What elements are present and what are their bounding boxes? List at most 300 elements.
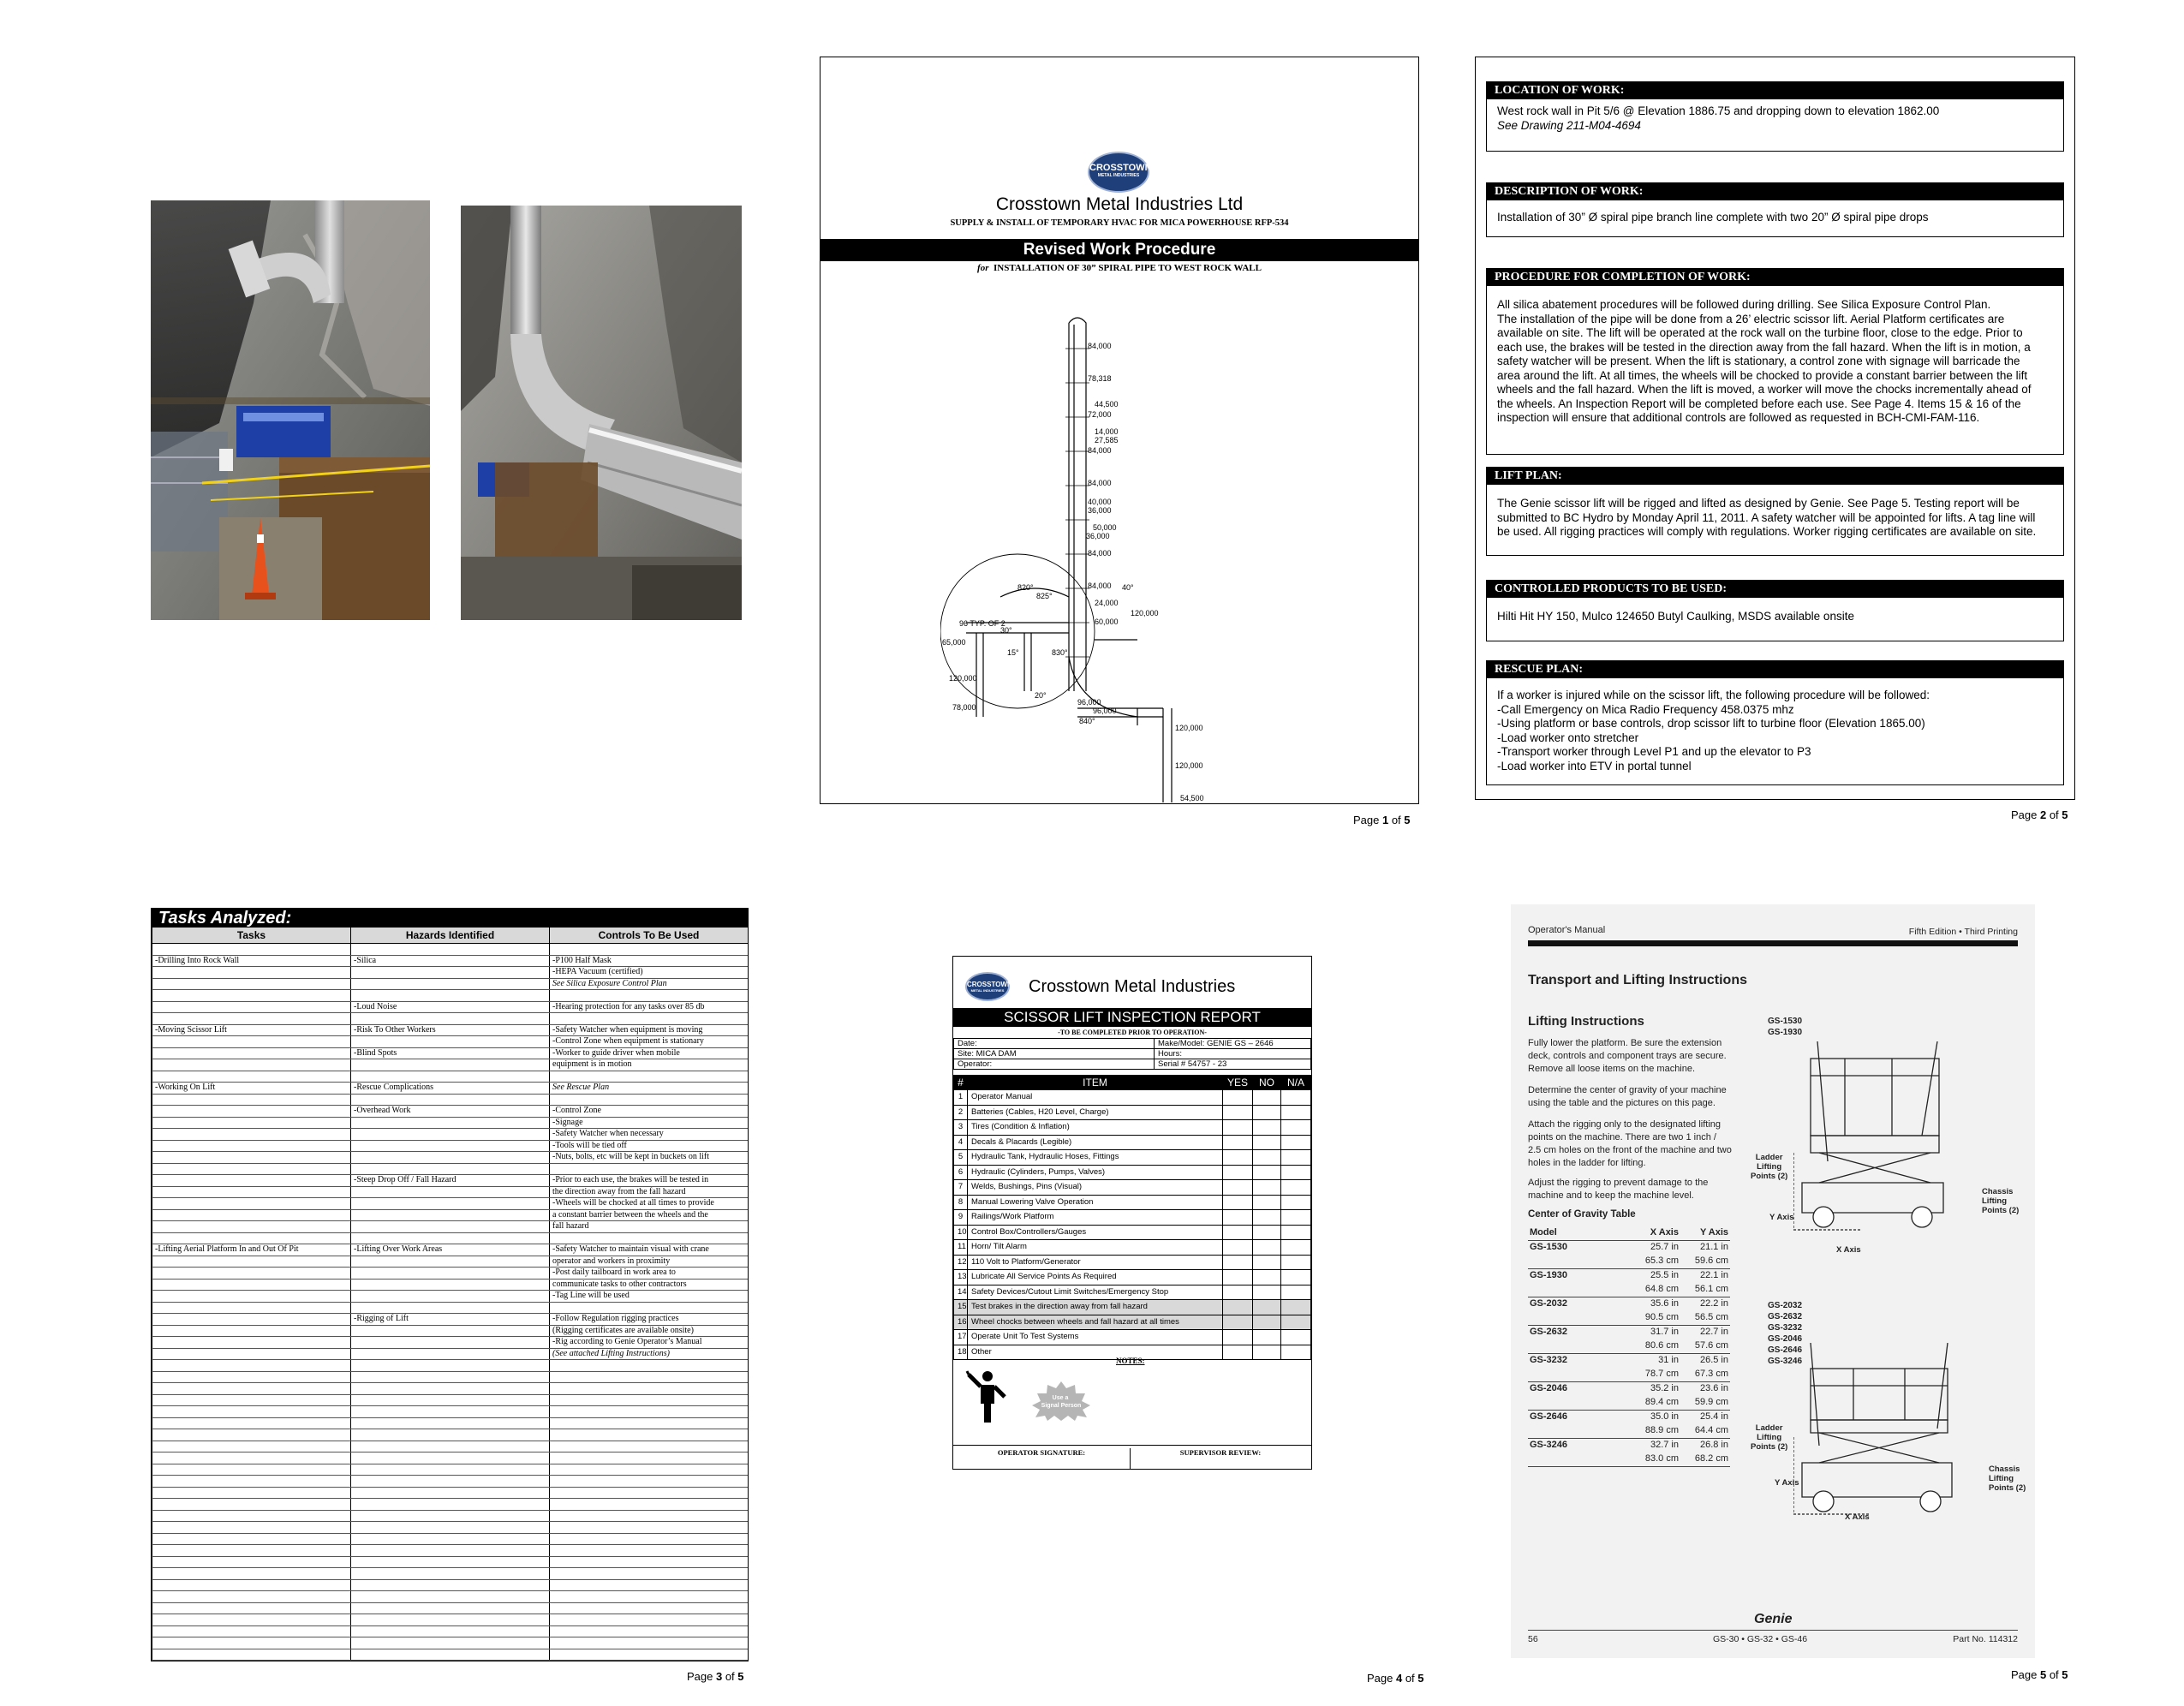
table-row	[152, 990, 749, 1002]
hazard-cell	[351, 1279, 550, 1291]
empty-cell	[550, 1533, 749, 1545]
section-line: West rock wall in Pit 5/6 @ Elevation 1886.75 and dropping down to elevation 1862.00	[1497, 104, 1940, 117]
check-no-cell[interactable]	[1253, 1270, 1281, 1285]
cog-row-metric	[1528, 1368, 1730, 1382]
header-rule	[1528, 940, 2018, 946]
dim-label: 820°	[1017, 583, 1034, 592]
dim-label: 84,000	[1088, 446, 1112, 455]
dim-label: 84,000	[1088, 479, 1112, 487]
model-label: GS-2046	[1768, 1334, 1803, 1344]
check-na-cell[interactable]	[1281, 1105, 1311, 1120]
check-no-cell[interactable]	[1253, 1210, 1281, 1226]
control-cell: (See attached Lifting Instructions)	[550, 1348, 749, 1360]
table-row	[152, 1106, 749, 1118]
check-no-cell[interactable]	[1253, 1225, 1281, 1240]
dim-label: 27,585	[1095, 436, 1119, 444]
hazard-cell	[351, 944, 550, 956]
page-label: Page	[687, 1670, 716, 1683]
section-body	[1486, 200, 2064, 237]
logo-subtext: METAL INDUSTRIES	[970, 988, 1005, 993]
cog-x-cm: 80.6 cm	[1631, 1339, 1680, 1354]
field-operator[interactable]: Operator:	[954, 1059, 1155, 1070]
task-cell	[152, 1198, 351, 1210]
cog-y-in: 25.4 in	[1699, 1411, 1728, 1422]
page-label: Page	[1367, 1672, 1396, 1685]
check-no-cell[interactable]	[1253, 1090, 1281, 1106]
col-controls: Controls To Be Used	[550, 928, 749, 944]
cog-x-in: 31 in	[1658, 1355, 1679, 1365]
empty-cell	[351, 1383, 550, 1395]
cog-y-cm: 68.2 cm	[1680, 1452, 1730, 1467]
x-axis-label-top: X Axis	[1836, 1245, 1861, 1255]
hazard-cell	[351, 1268, 550, 1280]
check-no-cell[interactable]	[1253, 1300, 1281, 1315]
page-total: 5	[2062, 808, 2068, 821]
page-of: of	[1388, 814, 1405, 826]
empty-cell	[351, 1360, 550, 1372]
table-row	[152, 1383, 749, 1395]
task-cell	[152, 1036, 351, 1048]
task-cell	[152, 1268, 351, 1280]
empty-cell	[351, 1499, 550, 1511]
hazard-cell	[351, 1094, 550, 1106]
empty-cell	[152, 1568, 351, 1580]
item-label: Welds, Bushings, Pins (Visual)	[968, 1180, 1223, 1196]
check-yes-cell[interactable]	[1223, 1270, 1253, 1285]
section-line: area around the lift. At all times, the wheels will be chocked to provide a constant barrier between the lift	[1497, 368, 2028, 382]
empty-cell	[351, 1545, 550, 1557]
field-hours[interactable]: Hours:	[1155, 1049, 1311, 1059]
hazard-cell	[351, 1221, 550, 1233]
field-make-model[interactable]: Make/Model: GENIE GS – 2646	[1155, 1039, 1311, 1049]
model-label: GS-2646	[1768, 1345, 1803, 1355]
table-row	[152, 1602, 749, 1614]
task-cell	[152, 967, 351, 979]
dim-label: 78,318	[1088, 374, 1112, 383]
cog-spacer	[1528, 1452, 1631, 1467]
control-cell: -Worker to guide driver when mobile	[550, 1047, 749, 1059]
page-3-number	[687, 1670, 744, 1683]
check-no-cell[interactable]	[1253, 1135, 1281, 1150]
cog-y-cm: 59.6 cm	[1680, 1255, 1730, 1269]
control-cell: -Control Zone	[550, 1106, 749, 1118]
item-number: 18	[954, 1345, 968, 1360]
field-serial[interactable]: Serial # 54757 - 23	[1155, 1059, 1311, 1070]
check-yes-cell[interactable]	[1223, 1090, 1253, 1106]
item-label: Other	[968, 1345, 1223, 1360]
hazard-cell	[351, 1071, 550, 1083]
empty-cell	[152, 1591, 351, 1603]
empty-cell	[550, 1556, 749, 1568]
report-company: Crosstown Metal Industries	[1029, 977, 1236, 996]
item-label: Hydraulic (Cylinders, Pumps, Valves)	[968, 1165, 1223, 1180]
model-label: GS-3232	[1768, 1323, 1803, 1333]
check-yes-cell[interactable]	[1223, 1300, 1253, 1315]
check-na-cell[interactable]	[1281, 1255, 1311, 1270]
table-row	[152, 1522, 749, 1534]
control-cell: -Safety Watcher when equipment is moving	[550, 1024, 749, 1036]
lift-diagram-top	[1793, 1041, 1973, 1238]
check-no-cell[interactable]	[1253, 1195, 1281, 1210]
section-line: Hilti Hit HY 150, Mulco 124650 Butyl Caulking, MSDS available onsite	[1497, 610, 1854, 623]
task-cell	[152, 1337, 351, 1349]
empty-cell	[351, 1441, 550, 1452]
footer-rule	[1528, 1630, 2018, 1631]
check-no-cell[interactable]	[1253, 1255, 1281, 1270]
para-line: deck, controls and component trays are secure.	[1528, 1051, 1727, 1061]
item-number: 10	[954, 1225, 968, 1240]
table-row	[152, 1059, 749, 1071]
table-row	[152, 1649, 749, 1661]
section-title: CONTROLLED PRODUCTS TO BE USED:	[1486, 580, 2064, 597]
hazard-cell	[351, 978, 550, 990]
signal-person-badge	[1029, 1380, 1094, 1421]
table-row	[152, 1510, 749, 1522]
cog-x-cm: 88.9 cm	[1631, 1424, 1680, 1439]
empty-cell	[152, 1406, 351, 1418]
cog-table	[1528, 1226, 1730, 1467]
check-na-cell[interactable]	[1281, 1180, 1311, 1196]
empty-cell	[152, 1487, 351, 1499]
empty-cell	[152, 1441, 351, 1452]
table-row	[152, 1152, 749, 1164]
cog-y-in: 22.2 in	[1699, 1298, 1728, 1309]
report-title: SCISSOR LIFT INSPECTION REPORT	[1004, 1009, 1261, 1025]
control-cell: See Rescue Plan	[550, 1083, 749, 1095]
item-number: 9	[954, 1210, 968, 1226]
check-yes-cell[interactable]	[1223, 1135, 1253, 1150]
item-number: 13	[954, 1270, 968, 1285]
cog-spacer	[1528, 1283, 1631, 1297]
check-no-cell[interactable]	[1253, 1120, 1281, 1136]
check-na-cell[interactable]	[1281, 1285, 1311, 1300]
empty-cell	[550, 1614, 749, 1626]
table-row	[152, 1406, 749, 1418]
dim-label: 36,000	[1088, 506, 1112, 515]
check-yes-cell[interactable]	[1223, 1315, 1253, 1330]
photo-illustration-right	[461, 206, 742, 620]
check-yes-cell[interactable]	[1223, 1345, 1253, 1360]
check-yes-cell[interactable]	[1223, 1120, 1253, 1136]
tasks-title: Tasks Analyzed:	[152, 909, 748, 928]
tasks-table	[152, 928, 749, 1661]
check-na-cell[interactable]	[1281, 1150, 1311, 1166]
model-label: GS-1930	[1768, 1028, 1803, 1037]
page-4-number	[1367, 1672, 1424, 1685]
empty-cell	[550, 1591, 749, 1603]
check-yes-cell[interactable]	[1223, 1225, 1253, 1240]
task-cell	[152, 1094, 351, 1106]
empty-cell	[152, 1661, 351, 1662]
inspection-row	[954, 1255, 1311, 1270]
cog-y-cm: 64.4 cm	[1680, 1424, 1730, 1439]
table-row	[152, 1568, 749, 1580]
check-na-cell[interactable]	[1281, 1240, 1311, 1256]
check-no-cell[interactable]	[1253, 1330, 1281, 1345]
para-line: Attach the rigging only to the designated lifting	[1528, 1119, 1722, 1130]
check-yes-cell[interactable]	[1223, 1285, 1253, 1300]
operator-signature[interactable]: OPERATOR SIGNATURE:	[953, 1448, 1131, 1470]
check-no-cell[interactable]	[1253, 1180, 1281, 1196]
empty-cell	[152, 1556, 351, 1568]
hazard-cell	[351, 1348, 550, 1360]
label-line: Lifting	[1757, 1162, 1782, 1172]
check-na-cell[interactable]	[1281, 1315, 1311, 1330]
empty-cell	[550, 1625, 749, 1637]
y-axis-label-top: Y Axis	[1769, 1213, 1794, 1222]
inspection-row	[954, 1195, 1311, 1210]
empty-cell	[550, 1383, 749, 1395]
hazard-cell	[351, 1140, 550, 1152]
supervisor-review[interactable]: SUPERVISOR REVIEW:	[1179, 1448, 1262, 1457]
hazard-cell: -Rescue Complications	[351, 1083, 550, 1095]
hazard-cell	[351, 1209, 550, 1221]
section-body	[1486, 677, 2064, 785]
table-row	[152, 1464, 749, 1476]
control-cell	[550, 1302, 749, 1314]
page-label: Page	[1353, 814, 1382, 826]
page-3	[151, 908, 749, 1661]
check-yes-cell[interactable]	[1223, 1180, 1253, 1196]
page-num: 5	[2039, 1668, 2047, 1681]
procedure-subtitle: INSTALLATION OF 30” SPIRAL PIPE TO WEST ROCK WALL	[993, 263, 1262, 273]
manual-header-right: Fifth Edition • Third Printing	[1908, 927, 2018, 937]
section-title: LOCATION OF WORK:	[1486, 81, 2064, 98]
table-row	[152, 1024, 749, 1036]
task-cell	[152, 1001, 351, 1013]
dim-label: 825°	[1036, 592, 1053, 600]
manual-header-left: Operator's Manual	[1528, 925, 1606, 935]
table-row	[152, 1452, 749, 1464]
section-body	[1486, 484, 2064, 556]
check-no-cell[interactable]	[1253, 1285, 1281, 1300]
check-no-cell[interactable]	[1253, 1150, 1281, 1166]
empty-cell	[351, 1556, 550, 1568]
dim-label: 40°	[1122, 583, 1134, 592]
item-number: 1	[954, 1090, 968, 1106]
check-yes-cell[interactable]	[1223, 1330, 1253, 1345]
empty-cell	[152, 1394, 351, 1406]
check-na-cell[interactable]	[1281, 1330, 1311, 1345]
control-cell: -P100 Half Mask	[550, 955, 749, 967]
empty-cell	[152, 1602, 351, 1614]
table-row	[152, 1071, 749, 1083]
task-cell	[152, 1291, 351, 1303]
hazard-cell: -Rigging of Lift	[351, 1314, 550, 1326]
control-cell	[550, 1013, 749, 1025]
empty-cell	[351, 1464, 550, 1476]
table-row	[152, 1186, 749, 1198]
empty-cell	[351, 1614, 550, 1626]
cog-model: GS-3232	[1530, 1355, 1568, 1365]
table-row	[152, 1337, 749, 1349]
check-no-cell[interactable]	[1253, 1315, 1281, 1330]
dim-label: 40,000	[1088, 498, 1112, 506]
para-line: using the table and the pictures on this page.	[1528, 1098, 1716, 1108]
item-label: Railings/Work Platform	[968, 1210, 1223, 1226]
piping-drawing	[940, 314, 1232, 811]
item-number: 6	[954, 1165, 968, 1180]
page-5	[1511, 904, 2035, 1658]
cog-title: Center of Gravity Table	[1528, 1209, 1636, 1220]
cog-spacer	[1528, 1255, 1631, 1269]
empty-cell	[550, 1371, 749, 1383]
task-cell: -Working On Lift	[152, 1083, 351, 1095]
report-fields	[953, 1038, 1311, 1070]
table-row	[152, 1001, 749, 1013]
hazard-cell	[351, 1198, 550, 1210]
col-hazards: Hazards Identified	[351, 928, 550, 944]
empty-cell	[351, 1510, 550, 1522]
check-yes-cell[interactable]	[1223, 1150, 1253, 1166]
table-row	[152, 1591, 749, 1603]
item-number: 4	[954, 1135, 968, 1150]
control-cell	[550, 1163, 749, 1175]
signal-person-icon	[965, 1369, 1010, 1424]
task-cell	[152, 1325, 351, 1337]
empty-cell	[550, 1406, 749, 1418]
item-label: Safety Devices/Cutout Limit Switches/Emergency Stop	[968, 1285, 1223, 1300]
check-na-cell[interactable]	[1281, 1090, 1311, 1106]
dim-label: 24,000	[1095, 599, 1119, 607]
check-yes-cell[interactable]	[1223, 1240, 1253, 1256]
para-line: Adjust the rigging to prevent damage to the	[1528, 1178, 1709, 1188]
photo-illustration-left	[151, 200, 430, 620]
label-line: Points (2)	[1751, 1442, 1788, 1452]
check-na-cell[interactable]	[1281, 1135, 1311, 1150]
dim-label: 78,000	[952, 703, 976, 712]
empty-cell	[550, 1360, 749, 1372]
check-na-cell[interactable]	[1281, 1195, 1311, 1210]
para-line: Determine the center of gravity of your machine	[1528, 1085, 1727, 1095]
task-cell	[152, 1314, 351, 1326]
company-logo	[965, 972, 1010, 1001]
check-na-cell[interactable]	[1281, 1345, 1311, 1360]
task-cell	[152, 1047, 351, 1059]
empty-cell	[152, 1533, 351, 1545]
item-number: 11	[954, 1240, 968, 1256]
section-title: DESCRIPTION OF WORK:	[1486, 182, 2064, 200]
check-na-cell[interactable]	[1281, 1120, 1311, 1136]
empty-cell	[550, 1545, 749, 1557]
cog-row-metric	[1528, 1311, 1730, 1326]
check-yes-cell[interactable]	[1223, 1165, 1253, 1180]
hazard-cell: -Lifting Over Work Areas	[351, 1244, 550, 1256]
empty-cell	[351, 1394, 550, 1406]
check-yes-cell[interactable]	[1223, 1255, 1253, 1270]
task-cell	[152, 1302, 351, 1314]
table-row	[152, 1545, 749, 1557]
section-line: -Load worker into ETV in portal tunnel	[1497, 759, 1692, 772]
check-na-cell[interactable]	[1281, 1270, 1311, 1285]
empty-cell	[550, 1464, 749, 1476]
page-of: of	[1402, 1672, 1418, 1685]
dim-label: 96,000	[1077, 698, 1101, 707]
check-yes-cell[interactable]	[1223, 1210, 1253, 1226]
field-date[interactable]: Date:	[954, 1039, 1155, 1049]
hazard-cell	[351, 990, 550, 1002]
table-row	[152, 1360, 749, 1372]
hazard-cell	[351, 1036, 550, 1048]
hazard-cell	[351, 1337, 550, 1349]
check-na-cell[interactable]	[1281, 1210, 1311, 1226]
table-row	[152, 1429, 749, 1441]
section-line: The Genie scissor lift will be rigged and lifted as designed by Genie. See Page 5. Testing report will be	[1497, 497, 2020, 510]
section-line: All silica abatement procedures will be followed during drilling. See Silica Exposure Control Plan.	[1497, 298, 1991, 311]
page-4	[952, 956, 1312, 1470]
empty-cell	[550, 1522, 749, 1534]
item-number: 17	[954, 1330, 968, 1345]
cog-y-in: 22.7 in	[1699, 1327, 1728, 1337]
control-cell: -Nuts, bolts, etc will be kept in buckets on lift	[550, 1152, 749, 1164]
para-line: Remove all loose items on the machine.	[1528, 1064, 1696, 1074]
cog-y-in: 26.5 in	[1699, 1355, 1728, 1365]
table-row	[152, 1487, 749, 1499]
badge-text: Use a Signal Person	[1041, 1395, 1082, 1409]
col-tasks: Tasks	[152, 928, 351, 944]
procedure-for: for	[977, 263, 989, 273]
task-cell	[152, 1348, 351, 1360]
item-number: 2	[954, 1105, 968, 1120]
company-name: Crosstown Metal Industries Ltd	[995, 194, 1244, 214]
cog-y-cm: 57.6 cm	[1680, 1339, 1730, 1354]
ladder-label-top	[1751, 1153, 1787, 1181]
inspection-row	[954, 1105, 1311, 1120]
cog-model: GS-1930	[1530, 1270, 1568, 1280]
control-cell: -Tag Line will be used	[550, 1291, 749, 1303]
cog-row-metric	[1528, 1396, 1730, 1411]
inspection-row	[954, 1225, 1311, 1240]
item-number: 12	[954, 1255, 968, 1270]
inspection-row	[954, 1330, 1311, 1345]
empty-cell	[550, 1637, 749, 1649]
check-yes-cell[interactable]	[1223, 1105, 1253, 1120]
control-cell: -Hearing protection for any tasks over 85 db	[550, 1001, 749, 1013]
check-na-cell[interactable]	[1281, 1225, 1311, 1240]
procedure-title: Revised Work Procedure	[1023, 241, 1216, 259]
table-row	[152, 1661, 749, 1662]
table-row	[152, 1036, 749, 1048]
company-logo	[1088, 152, 1152, 193]
task-cell	[152, 1129, 351, 1141]
table-row	[152, 1221, 749, 1233]
check-no-cell[interactable]	[1253, 1345, 1281, 1360]
section-line: Installation of 30” Ø spiral pipe branch line complete with two 20” Ø spiral pipe drops	[1497, 211, 1929, 224]
check-no-cell[interactable]	[1253, 1105, 1281, 1120]
check-na-cell[interactable]	[1281, 1300, 1311, 1315]
dim-label: 14,000	[1095, 427, 1119, 436]
inspection-row	[954, 1090, 1311, 1106]
dim-label: 54,500	[1180, 794, 1204, 802]
tasks-header-row	[152, 928, 749, 944]
check-no-cell[interactable]	[1253, 1240, 1281, 1256]
cog-y-in: 21.1 in	[1699, 1242, 1728, 1252]
label-line: Chassis	[1982, 1187, 2014, 1196]
check-na-cell[interactable]	[1281, 1165, 1311, 1180]
cog-x-cm: 65.3 cm	[1631, 1255, 1680, 1269]
cog-spacer	[1528, 1311, 1631, 1326]
field-site[interactable]: Site: MICA DAM	[954, 1049, 1155, 1059]
check-no-cell[interactable]	[1253, 1165, 1281, 1180]
empty-cell	[152, 1499, 351, 1511]
table-row	[152, 1175, 749, 1187]
table-row	[152, 967, 749, 979]
check-yes-cell[interactable]	[1223, 1195, 1253, 1210]
item-label: Control Box/Controllers/Gauges	[968, 1225, 1223, 1240]
label-line: Lifting	[1989, 1474, 2014, 1483]
dim-label: 72,000	[1088, 410, 1112, 419]
task-cell	[152, 1059, 351, 1071]
